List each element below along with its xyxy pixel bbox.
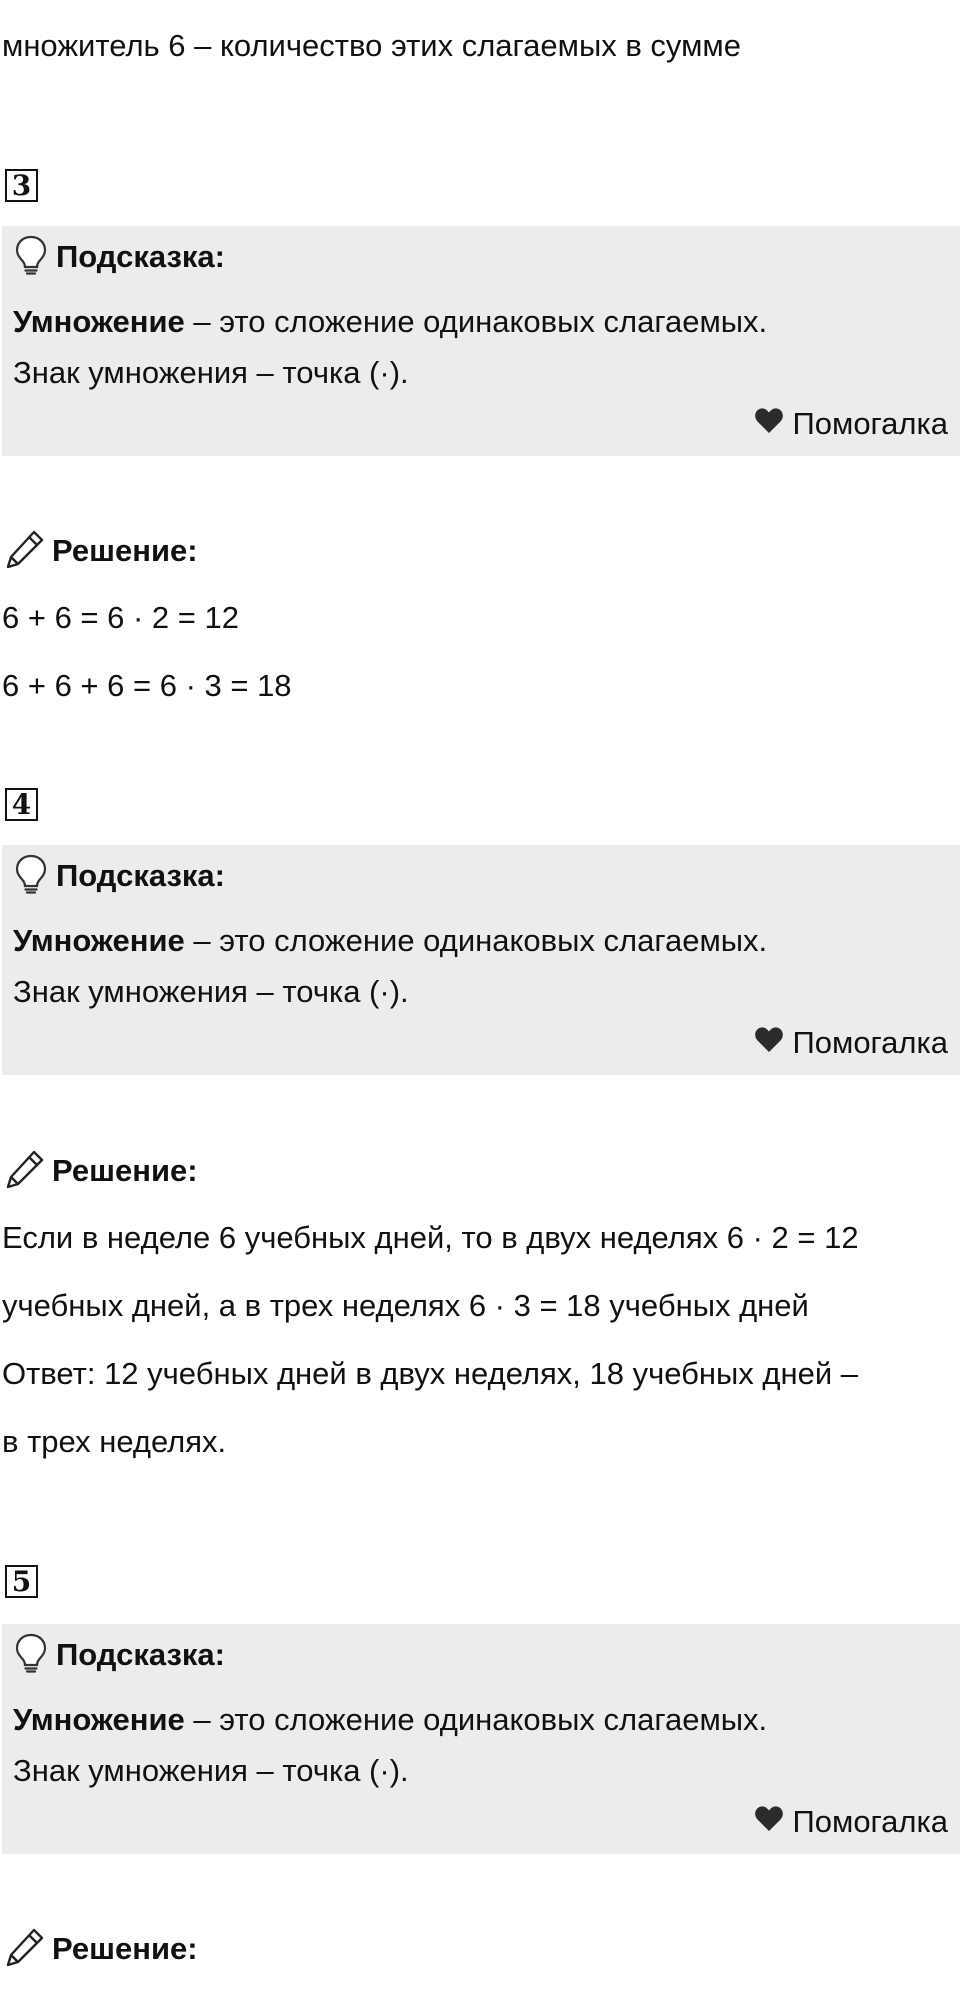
solution-line: 6 + 6 = 6 · 2 = 12 <box>2 600 239 635</box>
hint-box-5 <box>2 1624 960 1854</box>
task-number-4: 4 <box>5 788 38 821</box>
hint-sign-text: Знак умножения – точка (·). <box>13 974 409 1009</box>
solution-line: 6 + 6 + 6 = 6 · 3 = 18 <box>2 668 292 703</box>
helper-credit <box>754 1802 948 1842</box>
hint-definition-rest: – это сложение одинаковых слагаемых. <box>184 923 768 958</box>
solution-line: в трех неделях. <box>2 1424 227 1459</box>
hint-header <box>14 235 225 279</box>
intro-text: множитель 6 – количество этих слагаемых в сумме <box>2 28 741 63</box>
hint-box-3 <box>2 226 960 456</box>
helper-label: Помогалка <box>792 1025 948 1060</box>
hint-definition <box>13 921 767 961</box>
lightbulb-icon <box>14 234 48 281</box>
hint-box-4 <box>2 845 960 1075</box>
hint-term: Умножение <box>13 304 185 339</box>
solution-line: учебных дней, а в трех неделях 6 · 3 = 18 учебных дней <box>2 1288 809 1323</box>
solution-header-5 <box>4 1926 198 1972</box>
solution-title: Решение: <box>52 533 198 568</box>
task-number-3: 3 <box>5 169 38 202</box>
hint-title: Подсказка: <box>56 239 225 274</box>
heart-icon <box>754 404 792 444</box>
hint-definition <box>13 1700 767 1740</box>
hint-definition <box>13 302 767 342</box>
pencil-icon <box>4 1148 46 1195</box>
solution-title: Решение: <box>52 1931 198 1966</box>
hint-term: Умножение <box>13 1702 185 1737</box>
hint-header <box>14 1633 225 1677</box>
solution-title: Решение: <box>52 1153 198 1188</box>
hint-sign-text: Знак умножения – точка (·). <box>13 1753 409 1788</box>
helper-label: Помогалка <box>792 406 948 441</box>
lightbulb-icon <box>14 853 48 900</box>
pencil-icon <box>4 1926 46 1973</box>
solution-header-3 <box>4 528 198 574</box>
hint-sign-text: Знак умножения – точка (·). <box>13 355 409 390</box>
helper-label: Помогалка <box>792 1804 948 1839</box>
heart-icon <box>754 1023 792 1063</box>
hint-header <box>14 854 225 898</box>
helper-credit <box>754 404 948 444</box>
hint-definition-rest: – это сложение одинаковых слагаемых. <box>184 304 768 339</box>
helper-credit <box>754 1023 948 1063</box>
lightbulb-icon <box>14 1632 48 1679</box>
hint-title: Подсказка: <box>56 1637 225 1672</box>
pencil-icon <box>4 528 46 575</box>
hint-definition-rest: – это сложение одинаковых слагаемых. <box>184 1702 768 1737</box>
solution-header-4 <box>4 1148 198 1194</box>
hint-term: Умножение <box>13 923 185 958</box>
hint-title: Подсказка: <box>56 858 225 893</box>
solution-line: Если в неделе 6 учебных дней, то в двух неделях 6 · 2 = 12 <box>2 1220 859 1255</box>
task-number-5: 5 <box>5 1565 38 1598</box>
solution-line: Ответ: 12 учебных дней в двух неделях, 18 учебных дней – <box>2 1356 859 1391</box>
heart-icon <box>754 1802 792 1842</box>
